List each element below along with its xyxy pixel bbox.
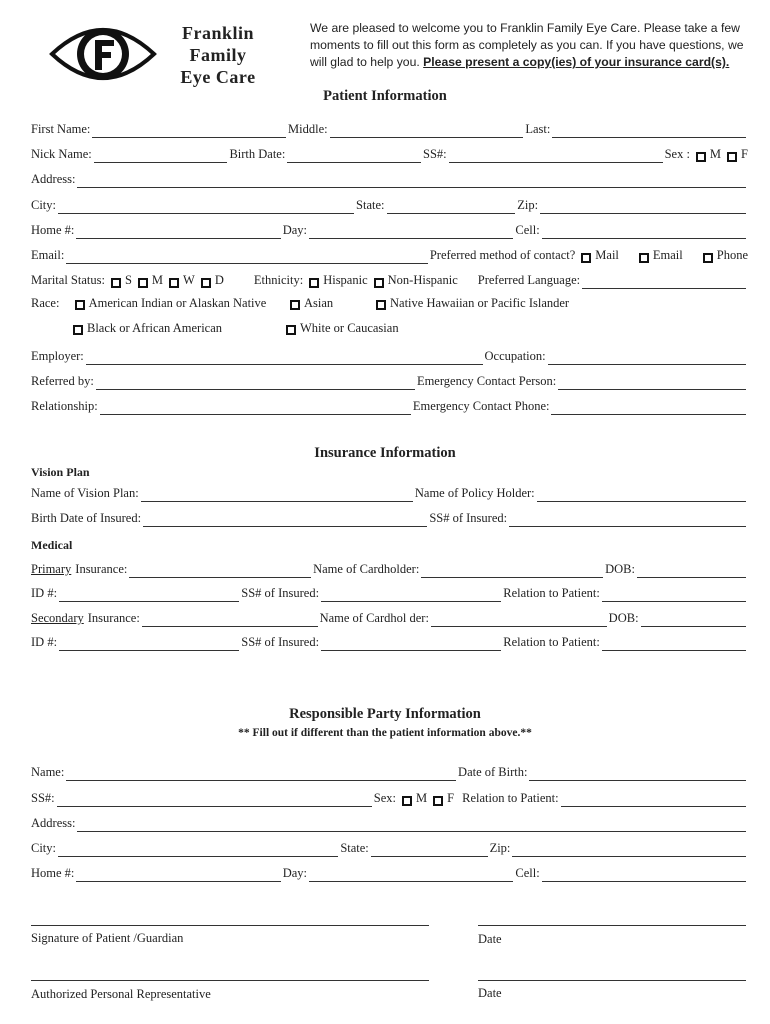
rp-ss-row [31, 787, 748, 807]
id2-field[interactable] [59, 636, 239, 651]
emergency-phone-field[interactable] [551, 400, 746, 415]
home-label: Home #: [31, 223, 75, 237]
rp-ss-field[interactable] [57, 792, 372, 807]
birth-insured-field[interactable] [143, 512, 427, 527]
phone-label: Phone [716, 248, 748, 262]
relation-label: Relation to Patient: [503, 586, 600, 600]
birth-insured-row [31, 507, 748, 527]
rp-home-label: Home #: [31, 866, 75, 880]
rp-sex-f-checkbox[interactable] [433, 796, 443, 806]
sex-f-label: F [741, 147, 748, 161]
relationship-row [31, 395, 748, 415]
insurance-info-title: Insurance Information [314, 445, 456, 461]
rp-city-row [31, 837, 748, 857]
date2-line[interactable] [478, 980, 746, 981]
pref-contact-label: Preferred method of contact? [429, 248, 576, 262]
race-black-label: Black or African American [87, 321, 223, 335]
name-vision-label: Name of Vision Plan: [31, 486, 139, 500]
ss-of-insured-label: SS# of Insured: [241, 586, 320, 600]
rp-relation-label: Relation to Patient: [462, 791, 559, 805]
rp-relation-field[interactable] [561, 792, 746, 807]
emergency-phone-label: Emergency Contact Phone: [412, 399, 550, 413]
marital-label: Marital Status: [31, 273, 105, 287]
rp-name-field[interactable] [66, 766, 456, 781]
race-black-checkbox[interactable] [73, 325, 83, 335]
race-label: Race: [31, 296, 60, 310]
ss-of-insured-field[interactable] [321, 587, 501, 602]
address-field[interactable] [77, 173, 746, 188]
state-label: State: [356, 198, 385, 212]
marital-m-checkbox[interactable] [138, 278, 148, 288]
hispanic-checkbox[interactable] [309, 278, 319, 288]
nick-name-field[interactable] [94, 148, 228, 163]
rp-cell-label: Cell: [515, 866, 540, 880]
sex-f-checkbox[interactable] [727, 152, 737, 162]
ethnicity-label: Ethnicity: [253, 273, 304, 287]
employer-row [31, 345, 748, 365]
dob2-field[interactable] [641, 612, 746, 627]
relation2-field[interactable] [602, 636, 746, 651]
occupation-field[interactable] [548, 350, 746, 365]
nick-name-label: Nick Name: [31, 147, 92, 161]
marital-d-label: D [214, 273, 224, 287]
occupation-label: Occupation: [484, 349, 546, 363]
sex-m-label: M [709, 147, 722, 161]
cardholder2-label: Name of Cardhol der: [319, 611, 429, 625]
relationship-field[interactable] [100, 400, 411, 415]
home-phone-field[interactable] [76, 224, 280, 239]
responsible-note: ** Fill out if different than the patient information above.** [238, 727, 532, 739]
date1-line[interactable] [478, 925, 746, 926]
rp-phone-row [31, 862, 748, 882]
zip-label: Zip: [517, 198, 539, 212]
vision-plan-heading: Vision Plan [31, 465, 90, 479]
race-black [67, 321, 222, 336]
zip-field[interactable] [540, 199, 746, 214]
ss-insured-field[interactable] [509, 512, 746, 527]
authorized-signature-line[interactable] [31, 980, 429, 981]
rp-zip-field[interactable] [512, 842, 746, 857]
ss-of-insured2-field[interactable] [321, 636, 501, 651]
referred-field[interactable] [96, 375, 415, 390]
email-opt-label: Email [652, 248, 683, 262]
race-row [31, 296, 266, 311]
address-label: Address: [31, 172, 76, 186]
rp-home-field[interactable] [76, 867, 280, 882]
pref-lang-label: Preferred Language: [477, 273, 581, 287]
authorized-signature-label: Authorized Personal Representative [31, 987, 211, 1001]
secondary-insurance-label: Insurance: [87, 611, 140, 625]
date2-label: Date [478, 986, 502, 1000]
primary-label: Primary [31, 562, 72, 576]
responsible-party-title: Responsible Party Information [289, 706, 481, 722]
first-name-label: First Name: [31, 122, 91, 136]
email-row [31, 244, 748, 264]
referred-row [31, 370, 748, 390]
city-label: City: [31, 198, 57, 212]
marital-s-checkbox[interactable] [111, 278, 121, 288]
race-white [280, 321, 399, 336]
mail-checkbox[interactable] [581, 253, 591, 263]
primary-insurance-field[interactable] [129, 563, 311, 578]
patient-signature-label: Signature of Patient /Guardian [31, 931, 184, 945]
rp-address-row [31, 812, 748, 832]
non-hispanic-checkbox[interactable] [374, 278, 384, 288]
insurance-card-notice: Please present a copy(ies) of your insurance card(s). [423, 55, 730, 69]
city-row [31, 194, 748, 214]
phone-checkbox[interactable] [703, 253, 713, 263]
cardholder-label: Name of Cardholder: [313, 562, 420, 576]
email-field[interactable] [66, 249, 428, 264]
race-nh [370, 296, 569, 311]
state-field[interactable] [387, 199, 516, 214]
phone-row [31, 219, 748, 239]
race-nh-label: Native Hawaiian or Pacific Islander [390, 296, 570, 310]
marital-m-label: M [151, 273, 164, 287]
id-field[interactable] [59, 587, 239, 602]
address-row [31, 168, 748, 188]
primary-row [31, 558, 748, 578]
sex-m-checkbox[interactable] [696, 152, 706, 162]
patient-info-title: Patient Information [323, 88, 447, 104]
rp-sex-label: Sex: [373, 791, 397, 805]
rp-state-field[interactable] [371, 842, 488, 857]
marital-d-checkbox[interactable] [201, 278, 211, 288]
first-name-field[interactable] [92, 123, 286, 138]
cardholder2-field[interactable] [431, 612, 607, 627]
race-ai-checkbox[interactable] [75, 300, 85, 310]
rp-state-label: State: [340, 841, 369, 855]
medical-heading: Medical [31, 538, 73, 552]
race-asian-label: Asian [304, 296, 334, 310]
marital-w-label: W [183, 273, 195, 287]
rp-sex-f-label: F [447, 791, 455, 805]
franklin-eye-logo [48, 14, 158, 92]
rp-day-field[interactable] [309, 867, 513, 882]
nick-row [31, 143, 748, 163]
last-name-field[interactable] [552, 123, 746, 138]
emergency-person-label: Emergency Contact Person: [416, 374, 557, 388]
last-label: Last: [525, 122, 551, 136]
name-row [31, 118, 748, 138]
vision-plan-row [31, 482, 748, 502]
rp-name-label: Name: [31, 765, 65, 779]
primary-insurance-label: Insurance: [75, 562, 128, 576]
non-hispanic-label: Non-Hispanic [387, 273, 458, 287]
secondary-insurance-field[interactable] [142, 612, 318, 627]
race-white-label: White or Caucasian [300, 321, 399, 335]
race-nh-checkbox[interactable] [376, 300, 386, 310]
birth-date-field[interactable] [287, 148, 421, 163]
relationship-label: Relationship: [31, 399, 98, 413]
patient-signature-line[interactable] [31, 925, 429, 926]
rp-city-label: City: [31, 841, 57, 855]
rp-zip-label: Zip: [489, 841, 511, 855]
race-white-checkbox[interactable] [286, 325, 296, 335]
hispanic-label: Hispanic [323, 273, 368, 287]
middle-name-field[interactable] [330, 123, 524, 138]
policy-holder-field[interactable] [537, 487, 746, 502]
referred-label: Referred by: [31, 374, 94, 388]
rp-sex-m-label: M [416, 791, 428, 805]
race-asian-checkbox[interactable] [290, 300, 300, 310]
ss-field[interactable] [449, 148, 663, 163]
race-asian [284, 296, 333, 311]
employer-label: Employer: [31, 349, 84, 363]
rp-sex-m-checkbox[interactable] [402, 796, 412, 806]
pref-lang-field[interactable] [582, 274, 746, 289]
city-field[interactable] [58, 199, 354, 214]
sex-label: Sex : [664, 147, 690, 161]
birth-insured-label: Birth Date of Insured: [31, 511, 142, 525]
cell-label: Cell: [515, 223, 540, 237]
rp-address-label: Address: [31, 816, 76, 830]
secondary-label: Secondary [31, 611, 84, 625]
middle-label: Middle: [288, 122, 328, 136]
marital-s-label: S [124, 273, 132, 287]
rp-city-field[interactable] [58, 842, 338, 857]
date1-label: Date [478, 932, 502, 946]
marital-row [31, 269, 748, 289]
email-label: Email: [31, 248, 65, 262]
rp-day-label: Day: [282, 866, 308, 880]
dob-label: DOB: [605, 562, 635, 576]
relation-field[interactable] [602, 587, 746, 602]
cardholder-field[interactable] [421, 563, 603, 578]
id-label: ID #: [31, 586, 58, 600]
rp-dob-label: Date of Birth: [458, 765, 528, 779]
dob2-label: DOB: [608, 611, 639, 625]
marital-w-checkbox[interactable] [169, 278, 179, 288]
rp-address-field[interactable] [77, 817, 746, 832]
employer-field[interactable] [86, 350, 483, 365]
relation2-label: Relation to Patient: [503, 635, 600, 649]
logo-wordmark: Franklin Family Eye Care [180, 23, 256, 87]
birth-date-label: Birth Date: [229, 147, 286, 161]
vision-plan-field[interactable] [141, 487, 413, 502]
policy-holder-label: Name of Policy Holder: [414, 486, 535, 500]
id2-row [31, 631, 748, 651]
rp-ss-label: SS#: [31, 791, 55, 805]
mail-label: Mail [595, 248, 619, 262]
secondary-row [31, 607, 748, 627]
ss-of-insured2-label: SS# of Insured: [241, 635, 320, 649]
id-row [31, 582, 748, 602]
email-checkbox[interactable] [639, 253, 649, 263]
welcome-text: We are pleased to welcome you to Franklin Family Eye Care. Please take a few moments to fill out this form as completely as you can. If you have questions, we will glad to help you. Please present a copy(ies) of your insurance card(s). [310, 21, 744, 69]
race-ai-label: American Indian or Alaskan Native [88, 296, 267, 310]
rp-dob-field[interactable] [529, 766, 746, 781]
day-label: Day: [282, 223, 308, 237]
day-phone-field[interactable] [309, 224, 513, 239]
cell-phone-field[interactable] [542, 224, 746, 239]
rp-name-row [31, 761, 748, 781]
ss-label: SS#: [423, 147, 447, 161]
id2-label: ID #: [31, 635, 58, 649]
dob-field[interactable] [637, 563, 746, 578]
rp-cell-field[interactable] [542, 867, 746, 882]
emergency-person-field[interactable] [558, 375, 746, 390]
ss-insured-label: SS# of Insured: [429, 511, 508, 525]
